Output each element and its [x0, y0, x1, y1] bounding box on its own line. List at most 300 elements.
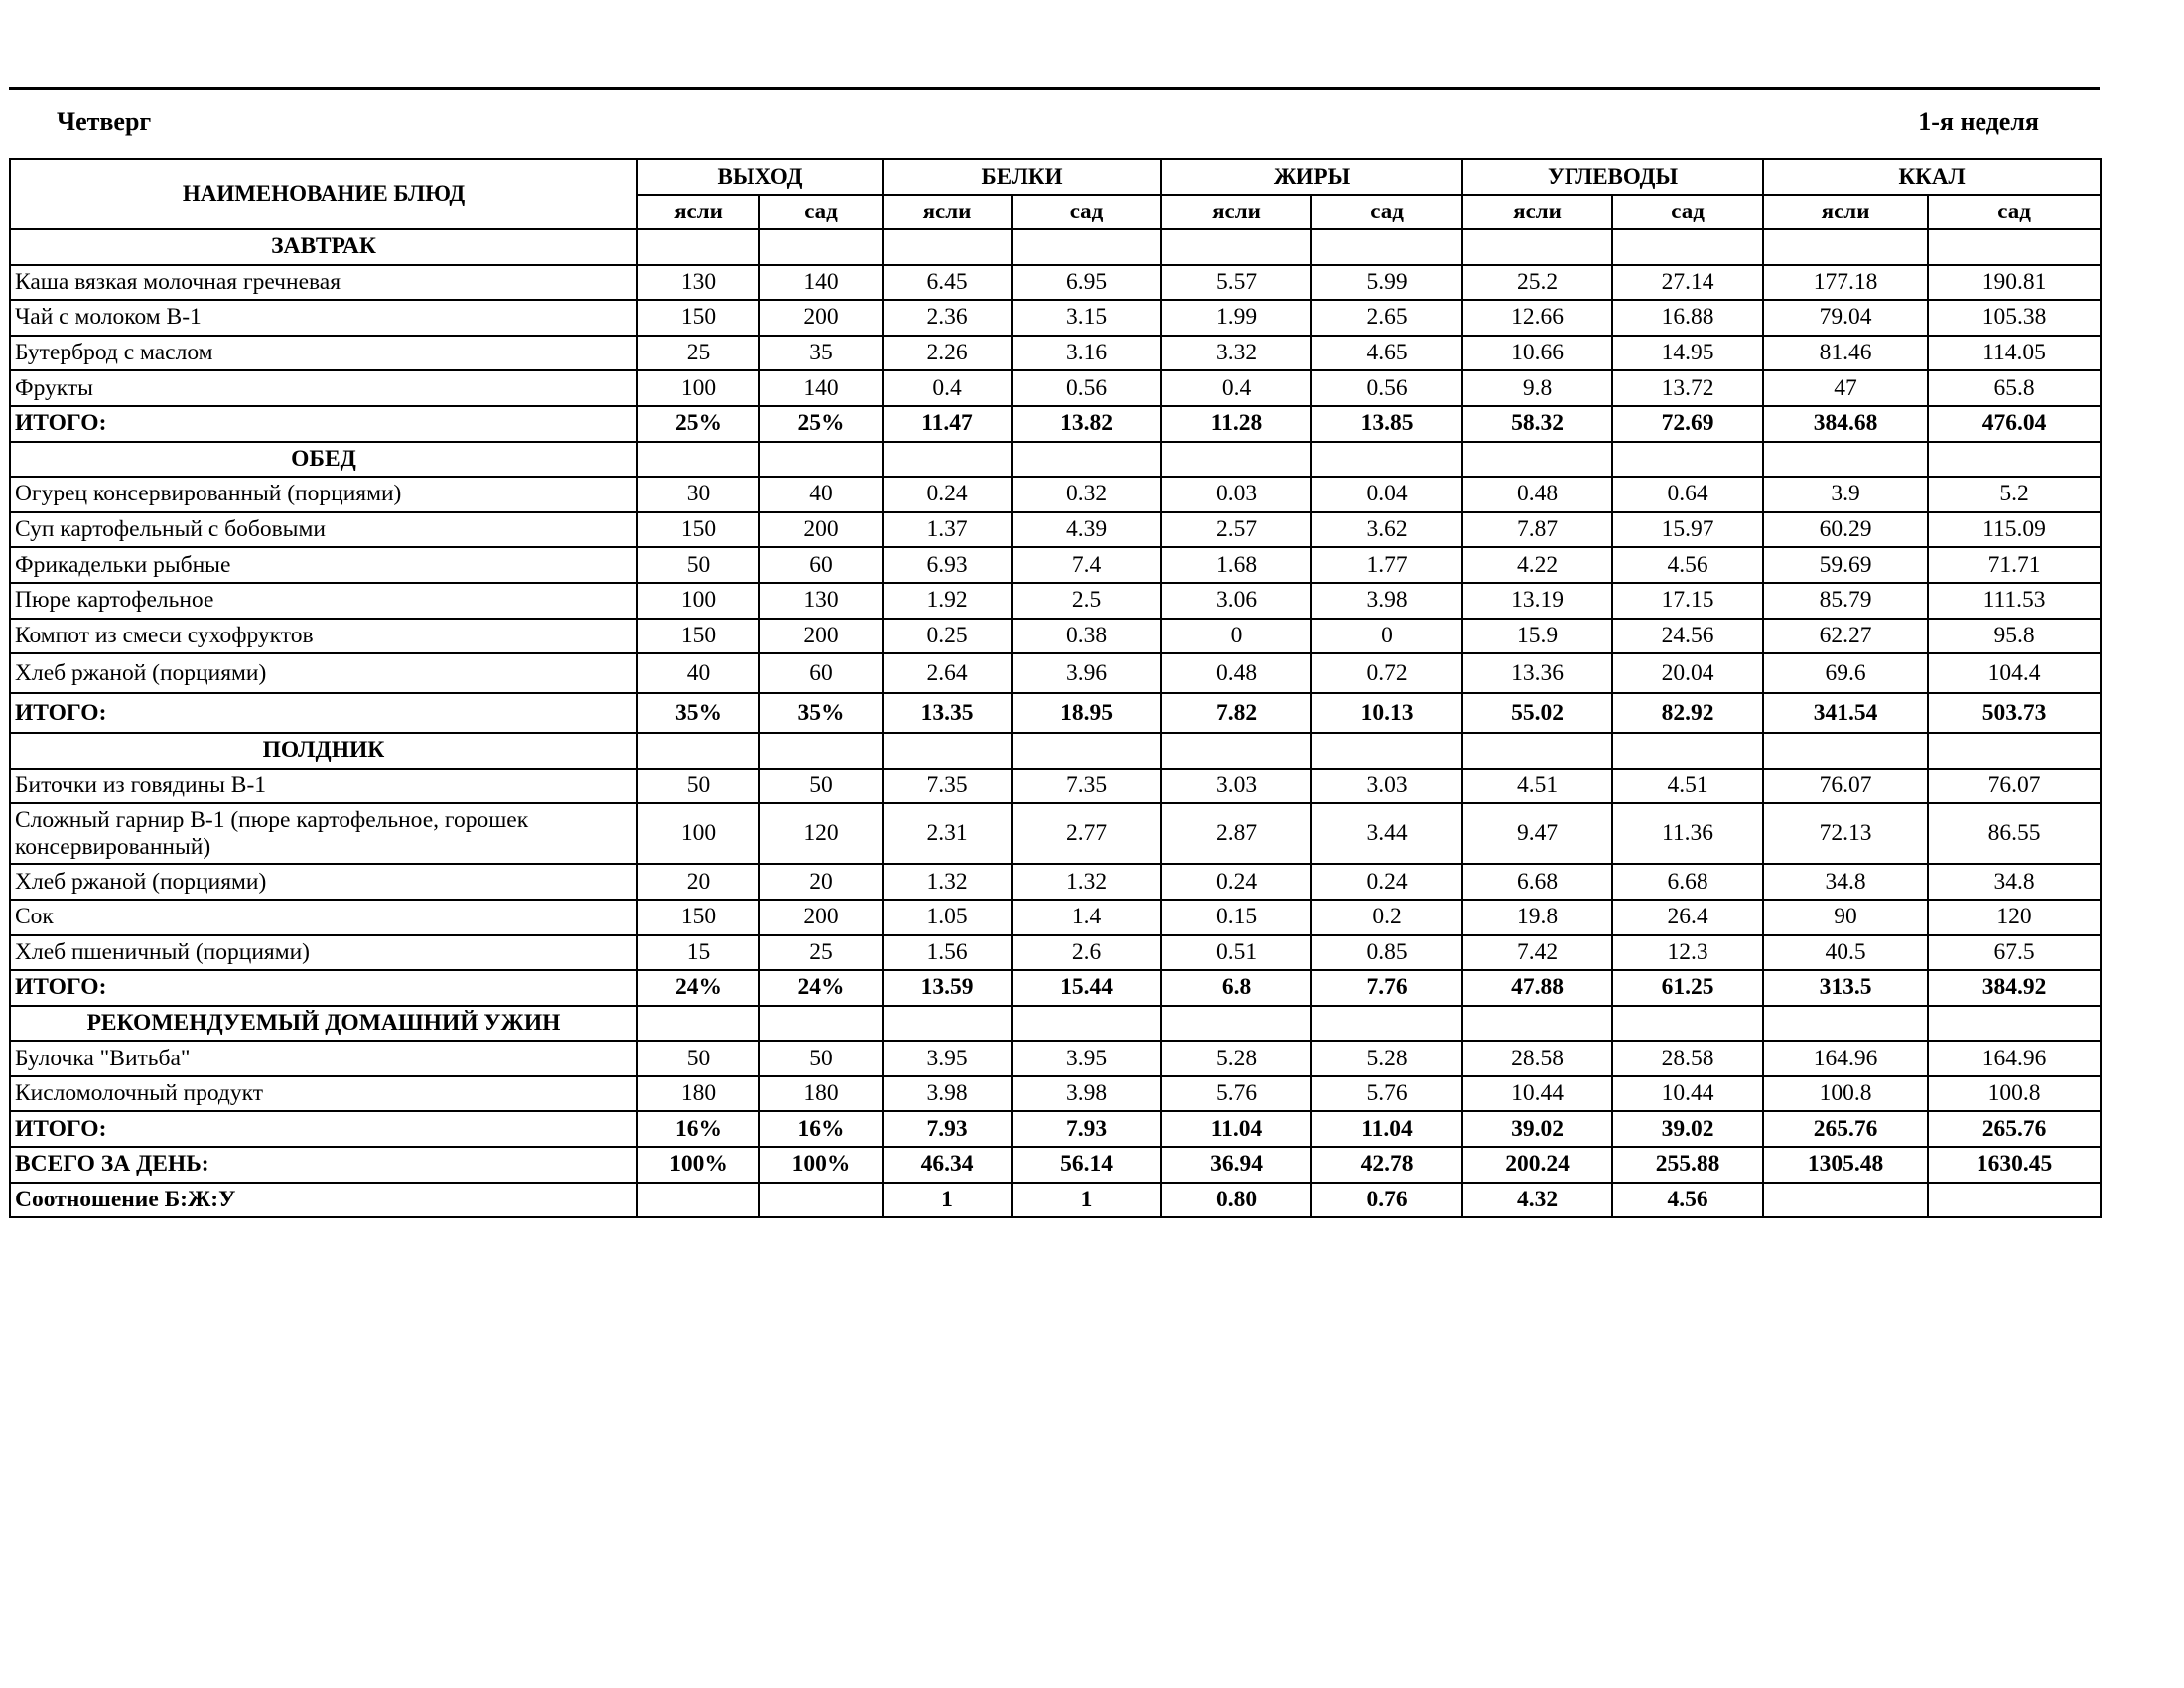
value-cell: 3.32 — [1161, 336, 1311, 371]
value-cell: 150 — [637, 300, 759, 336]
dish-name: Булочка "Витьба" — [10, 1041, 637, 1076]
top-rule — [9, 87, 2100, 90]
value-cell: 7.35 — [883, 769, 1012, 804]
value-cell: 3.44 — [1311, 803, 1462, 864]
value-cell: 2.65 — [1311, 300, 1462, 336]
value-cell: 71.71 — [1928, 547, 2101, 583]
day-label: Четверг — [57, 107, 152, 136]
value-cell: 1.32 — [883, 864, 1012, 900]
value-cell: 0.4 — [1161, 370, 1311, 406]
value-cell: 85.79 — [1763, 583, 1928, 619]
value-cell: 100.8 — [1928, 1076, 2101, 1112]
subheader-kindergarten: сад — [1311, 195, 1462, 229]
value-cell: 313.5 — [1763, 970, 1928, 1006]
value-cell: 3.62 — [1311, 512, 1462, 548]
value-cell: 5.28 — [1161, 1041, 1311, 1076]
value-cell: 42.78 — [1311, 1147, 1462, 1183]
value-cell: 40 — [759, 477, 883, 512]
value-cell: 1.32 — [1012, 864, 1161, 900]
value-cell — [1161, 442, 1311, 478]
value-cell: 60 — [759, 653, 883, 693]
value-cell: 503.73 — [1928, 693, 2101, 733]
value-cell: 13.19 — [1462, 583, 1612, 619]
value-cell — [1012, 442, 1161, 478]
value-cell: 150 — [637, 512, 759, 548]
value-cell: 1.99 — [1161, 300, 1311, 336]
value-cell: 35 — [759, 336, 883, 371]
value-cell: 28.58 — [1462, 1041, 1612, 1076]
value-cell: 7.76 — [1311, 970, 1462, 1006]
value-cell: 0.25 — [883, 619, 1012, 654]
value-cell: 0.56 — [1012, 370, 1161, 406]
dish-name: Суп картофельный с бобовыми — [10, 512, 637, 548]
value-cell: 5.2 — [1928, 477, 2101, 512]
dish-name: Хлеб ржаной (порциями) — [10, 864, 637, 900]
value-cell: 200 — [759, 900, 883, 935]
value-cell: 10.44 — [1612, 1076, 1763, 1112]
value-cell: 10.66 — [1462, 336, 1612, 371]
value-cell: 11.28 — [1161, 406, 1311, 442]
value-cell: 0.03 — [1161, 477, 1311, 512]
value-cell: 6.45 — [883, 265, 1012, 301]
subheader-nursery: ясли — [637, 195, 759, 229]
value-cell: 55.02 — [1462, 693, 1612, 733]
value-cell: 3.98 — [883, 1076, 1012, 1112]
value-cell: 6.68 — [1462, 864, 1612, 900]
value-cell: 0.24 — [1311, 864, 1462, 900]
value-cell — [759, 733, 883, 769]
value-cell: 72.69 — [1612, 406, 1763, 442]
value-cell: 130 — [637, 265, 759, 301]
table-row — [10, 803, 2101, 864]
table-row — [10, 370, 2101, 406]
total-row — [10, 1147, 2101, 1183]
value-cell — [1462, 1006, 1612, 1042]
value-cell: 62.27 — [1763, 619, 1928, 654]
value-cell: 190.81 — [1928, 265, 2101, 301]
value-cell: 15 — [637, 935, 759, 971]
table-row — [10, 477, 2101, 512]
value-cell: 35% — [759, 693, 883, 733]
value-cell — [759, 442, 883, 478]
value-cell: 104.4 — [1928, 653, 2101, 693]
value-cell: 140 — [759, 370, 883, 406]
section-row — [10, 733, 2101, 769]
table-row — [10, 1041, 2101, 1076]
subheader-nursery: ясли — [1462, 195, 1612, 229]
dish-name: Пюре картофельное — [10, 583, 637, 619]
value-cell: 2.26 — [883, 336, 1012, 371]
value-cell: 95.8 — [1928, 619, 2101, 654]
section-title: ОБЕД — [10, 442, 637, 478]
value-cell: 18.95 — [1012, 693, 1161, 733]
value-cell: 1.68 — [1161, 547, 1311, 583]
value-cell — [1928, 733, 2101, 769]
value-cell: 79.04 — [1763, 300, 1928, 336]
value-cell: 36.94 — [1161, 1147, 1311, 1183]
value-cell: 6.93 — [883, 547, 1012, 583]
total-row — [10, 970, 2101, 1006]
value-cell: 3.95 — [1012, 1041, 1161, 1076]
value-cell: 15.97 — [1612, 512, 1763, 548]
value-cell: 5.76 — [1311, 1076, 1462, 1112]
value-cell: 1.4 — [1012, 900, 1161, 935]
value-cell: 4.56 — [1612, 547, 1763, 583]
dish-name: Сложный гарнир В-1 (пюре картофельное, горошек консервированный) — [10, 803, 637, 864]
value-cell: 180 — [637, 1076, 759, 1112]
value-cell — [1012, 1006, 1161, 1042]
group-header-output: ВЫХОД — [637, 159, 883, 195]
subheader-nursery: ясли — [883, 195, 1012, 229]
value-cell — [883, 442, 1012, 478]
value-cell: 16% — [759, 1111, 883, 1147]
value-cell: 4.65 — [1311, 336, 1462, 371]
table-row — [10, 935, 2101, 971]
value-cell — [637, 1006, 759, 1042]
value-cell: 0.76 — [1311, 1183, 1462, 1218]
value-cell: 7.93 — [883, 1111, 1012, 1147]
value-cell: 4.22 — [1462, 547, 1612, 583]
value-cell: 100% — [637, 1147, 759, 1183]
value-cell: 50 — [759, 769, 883, 804]
value-cell: 150 — [637, 619, 759, 654]
value-cell — [759, 229, 883, 265]
value-cell — [1161, 733, 1311, 769]
section-title: РЕКОМЕНДУЕМЫЙ ДОМАШНИЙ УЖИН — [10, 1006, 637, 1042]
value-cell: 1.77 — [1311, 547, 1462, 583]
value-cell: 61.25 — [1612, 970, 1763, 1006]
value-cell: 100 — [637, 583, 759, 619]
value-cell: 11.36 — [1612, 803, 1763, 864]
dish-name: Кисломолочный продукт — [10, 1076, 637, 1112]
section-title: ПОЛДНИК — [10, 733, 637, 769]
header-row-groups — [10, 159, 2101, 195]
value-cell — [759, 1006, 883, 1042]
table-row — [10, 619, 2101, 654]
value-cell — [1012, 733, 1161, 769]
table-row — [10, 769, 2101, 804]
value-cell: 120 — [1928, 900, 2101, 935]
value-cell: 26.4 — [1612, 900, 1763, 935]
value-cell: 9.47 — [1462, 803, 1612, 864]
value-cell — [1612, 733, 1763, 769]
value-cell — [637, 1183, 759, 1218]
value-cell: 12.66 — [1462, 300, 1612, 336]
value-cell: 76.07 — [1763, 769, 1928, 804]
menu-table — [9, 158, 2102, 1218]
value-cell: 3.03 — [1161, 769, 1311, 804]
group-header-fats: ЖИРЫ — [1161, 159, 1462, 195]
value-cell: 13.82 — [1012, 406, 1161, 442]
dish-name: Биточки из говядины В-1 — [10, 769, 637, 804]
value-cell: 47.88 — [1462, 970, 1612, 1006]
value-cell: 2.64 — [883, 653, 1012, 693]
dish-name: ИТОГО: — [10, 406, 637, 442]
total-row — [10, 406, 2101, 442]
table-row — [10, 583, 2101, 619]
value-cell: 76.07 — [1928, 769, 2101, 804]
value-cell: 4.51 — [1612, 769, 1763, 804]
value-cell: 6.68 — [1612, 864, 1763, 900]
value-cell: 25.2 — [1462, 265, 1612, 301]
value-cell — [1612, 442, 1763, 478]
value-cell: 180 — [759, 1076, 883, 1112]
dish-name: Фрикадельки рыбные — [10, 547, 637, 583]
value-cell: 5.28 — [1311, 1041, 1462, 1076]
value-cell: 3.95 — [883, 1041, 1012, 1076]
value-cell: 164.96 — [1763, 1041, 1928, 1076]
value-cell: 2.36 — [883, 300, 1012, 336]
total-row — [10, 693, 2101, 733]
value-cell: 140 — [759, 265, 883, 301]
value-cell: 200.24 — [1462, 1147, 1612, 1183]
value-cell: 0.48 — [1462, 477, 1612, 512]
value-cell: 11.04 — [1161, 1111, 1311, 1147]
value-cell: 39.02 — [1462, 1111, 1612, 1147]
value-cell — [1612, 229, 1763, 265]
dish-name: ИТОГО: — [10, 1111, 637, 1147]
value-cell: 15.44 — [1012, 970, 1161, 1006]
value-cell: 4.32 — [1462, 1183, 1612, 1218]
value-cell: 0.51 — [1161, 935, 1311, 971]
value-cell: 34.8 — [1928, 864, 2101, 900]
value-cell: 59.69 — [1763, 547, 1928, 583]
menu-table-body — [10, 229, 2101, 1217]
value-cell: 67.5 — [1928, 935, 2101, 971]
value-cell: 1 — [1012, 1183, 1161, 1218]
value-cell: 11.04 — [1311, 1111, 1462, 1147]
value-cell: 3.96 — [1012, 653, 1161, 693]
value-cell: 0.48 — [1161, 653, 1311, 693]
value-cell — [1161, 1006, 1311, 1042]
value-cell: 16% — [637, 1111, 759, 1147]
value-cell: 1.92 — [883, 583, 1012, 619]
dish-name: Соотношение Б:Ж:У — [10, 1183, 637, 1218]
value-cell: 0.32 — [1012, 477, 1161, 512]
value-cell: 4.51 — [1462, 769, 1612, 804]
value-cell: 20.04 — [1612, 653, 1763, 693]
value-cell: 50 — [637, 547, 759, 583]
table-row — [10, 900, 2101, 935]
value-cell — [1763, 1183, 1928, 1218]
value-cell: 12.3 — [1612, 935, 1763, 971]
table-row — [10, 1076, 2101, 1112]
value-cell — [1311, 733, 1462, 769]
value-cell: 40.5 — [1763, 935, 1928, 971]
value-cell: 47 — [1763, 370, 1928, 406]
value-cell: 120 — [759, 803, 883, 864]
value-cell — [1763, 733, 1928, 769]
section-title: ЗАВТРАК — [10, 229, 637, 265]
value-cell: 10.44 — [1462, 1076, 1612, 1112]
value-cell: 1 — [883, 1183, 1012, 1218]
value-cell: 7.87 — [1462, 512, 1612, 548]
value-cell: 341.54 — [1763, 693, 1928, 733]
value-cell: 25% — [637, 406, 759, 442]
value-cell: 4.56 — [1612, 1183, 1763, 1218]
value-cell — [1462, 229, 1612, 265]
value-cell: 0.85 — [1311, 935, 1462, 971]
value-cell: 25% — [759, 406, 883, 442]
value-cell: 3.9 — [1763, 477, 1928, 512]
value-cell: 60.29 — [1763, 512, 1928, 548]
value-cell: 13.59 — [883, 970, 1012, 1006]
dish-name: ИТОГО: — [10, 693, 637, 733]
value-cell: 130 — [759, 583, 883, 619]
value-cell: 20 — [759, 864, 883, 900]
value-cell: 7.82 — [1161, 693, 1311, 733]
value-cell: 3.98 — [1012, 1076, 1161, 1112]
table-row — [10, 512, 2101, 548]
value-cell: 1.56 — [883, 935, 1012, 971]
value-cell: 2.87 — [1161, 803, 1311, 864]
value-cell: 0.2 — [1311, 900, 1462, 935]
value-cell: 25 — [637, 336, 759, 371]
value-cell: 100% — [759, 1147, 883, 1183]
subheader-kindergarten: сад — [1928, 195, 2101, 229]
value-cell: 384.92 — [1928, 970, 2101, 1006]
value-cell: 35% — [637, 693, 759, 733]
section-row — [10, 1006, 2101, 1042]
value-cell: 200 — [759, 512, 883, 548]
value-cell: 0.38 — [1012, 619, 1161, 654]
subheader-nursery: ясли — [1763, 195, 1928, 229]
value-cell: 0 — [1311, 619, 1462, 654]
value-cell — [1462, 733, 1612, 769]
value-cell: 58.32 — [1462, 406, 1612, 442]
value-cell: 56.14 — [1012, 1147, 1161, 1183]
value-cell — [637, 442, 759, 478]
dish-name: Каша вязкая молочная гречневая — [10, 265, 637, 301]
subheader-kindergarten: сад — [1612, 195, 1763, 229]
value-cell: 0.04 — [1311, 477, 1462, 512]
value-cell: 16.88 — [1612, 300, 1763, 336]
value-cell: 150 — [637, 900, 759, 935]
value-cell: 3.15 — [1012, 300, 1161, 336]
dish-name: Хлеб ржаной (порциями) — [10, 653, 637, 693]
value-cell: 0.24 — [1161, 864, 1311, 900]
value-cell: 50 — [759, 1041, 883, 1076]
value-cell — [637, 229, 759, 265]
value-cell: 90 — [1763, 900, 1928, 935]
value-cell: 114.05 — [1928, 336, 2101, 371]
subheader-nursery: ясли — [1161, 195, 1311, 229]
week-label: 1-я неделя — [1918, 107, 2039, 136]
value-cell — [1928, 229, 2101, 265]
value-cell: 13.36 — [1462, 653, 1612, 693]
value-cell: 5.76 — [1161, 1076, 1311, 1112]
value-cell: 15.9 — [1462, 619, 1612, 654]
total-row — [10, 1183, 2101, 1218]
value-cell: 5.99 — [1311, 265, 1462, 301]
value-cell — [1763, 229, 1928, 265]
value-cell: 46.34 — [883, 1147, 1012, 1183]
value-cell — [637, 733, 759, 769]
section-row — [10, 229, 2101, 265]
value-cell: 105.38 — [1928, 300, 2101, 336]
value-cell: 1.05 — [883, 900, 1012, 935]
value-cell: 476.04 — [1928, 406, 2101, 442]
value-cell — [1763, 442, 1928, 478]
dish-name: Чай с молоком В-1 — [10, 300, 637, 336]
dish-name: Фрукты — [10, 370, 637, 406]
value-cell: 7.42 — [1462, 935, 1612, 971]
table-row — [10, 653, 2101, 693]
value-cell: 2.6 — [1012, 935, 1161, 971]
group-header-carbs: УГЛЕВОДЫ — [1462, 159, 1763, 195]
value-cell: 13.35 — [883, 693, 1012, 733]
value-cell: 100 — [637, 370, 759, 406]
group-header-proteins: БЕЛКИ — [883, 159, 1161, 195]
value-cell: 5.57 — [1161, 265, 1311, 301]
value-cell: 2.5 — [1012, 583, 1161, 619]
dish-name: ВСЕГО ЗА ДЕНЬ: — [10, 1147, 637, 1183]
value-cell — [1161, 229, 1311, 265]
value-cell: 0.4 — [883, 370, 1012, 406]
value-cell: 200 — [759, 300, 883, 336]
value-cell: 11.47 — [883, 406, 1012, 442]
section-row — [10, 442, 2101, 478]
value-cell: 2.77 — [1012, 803, 1161, 864]
value-cell — [1612, 1006, 1763, 1042]
value-cell: 28.58 — [1612, 1041, 1763, 1076]
value-cell: 14.95 — [1612, 336, 1763, 371]
value-cell: 3.16 — [1012, 336, 1161, 371]
dish-name-header: НАИМЕНОВАНИЕ БЛЮД — [10, 159, 637, 229]
value-cell: 39.02 — [1612, 1111, 1763, 1147]
table-row — [10, 336, 2101, 371]
value-cell: 24% — [759, 970, 883, 1006]
value-cell: 0.15 — [1161, 900, 1311, 935]
value-cell — [1763, 1006, 1928, 1042]
table-row — [10, 300, 2101, 336]
value-cell: 2.57 — [1161, 512, 1311, 548]
value-cell: 50 — [637, 769, 759, 804]
value-cell: 2.31 — [883, 803, 1012, 864]
dish-name: Огурец консервированный (порциями) — [10, 477, 637, 512]
dish-name: Хлеб пшеничный (порциями) — [10, 935, 637, 971]
value-cell: 265.76 — [1763, 1111, 1928, 1147]
value-cell: 255.88 — [1612, 1147, 1763, 1183]
value-cell — [759, 1183, 883, 1218]
value-cell: 65.8 — [1928, 370, 2101, 406]
value-cell: 24% — [637, 970, 759, 1006]
value-cell: 200 — [759, 619, 883, 654]
group-header-kcal: ККАЛ — [1763, 159, 2101, 195]
value-cell — [1928, 1006, 2101, 1042]
value-cell — [883, 229, 1012, 265]
subheader-kindergarten: сад — [1012, 195, 1161, 229]
value-cell: 6.8 — [1161, 970, 1311, 1006]
value-cell: 40 — [637, 653, 759, 693]
value-cell: 7.93 — [1012, 1111, 1161, 1147]
value-cell — [1311, 229, 1462, 265]
total-row — [10, 1111, 2101, 1147]
value-cell: 25 — [759, 935, 883, 971]
value-cell — [1928, 442, 2101, 478]
value-cell: 86.55 — [1928, 803, 2101, 864]
value-cell: 0.72 — [1311, 653, 1462, 693]
value-cell: 100 — [637, 803, 759, 864]
value-cell: 50 — [637, 1041, 759, 1076]
value-cell: 4.39 — [1012, 512, 1161, 548]
value-cell: 3.06 — [1161, 583, 1311, 619]
value-cell — [883, 1006, 1012, 1042]
value-cell: 0.56 — [1311, 370, 1462, 406]
value-cell: 0 — [1161, 619, 1311, 654]
value-cell: 13.85 — [1311, 406, 1462, 442]
value-cell: 6.95 — [1012, 265, 1161, 301]
